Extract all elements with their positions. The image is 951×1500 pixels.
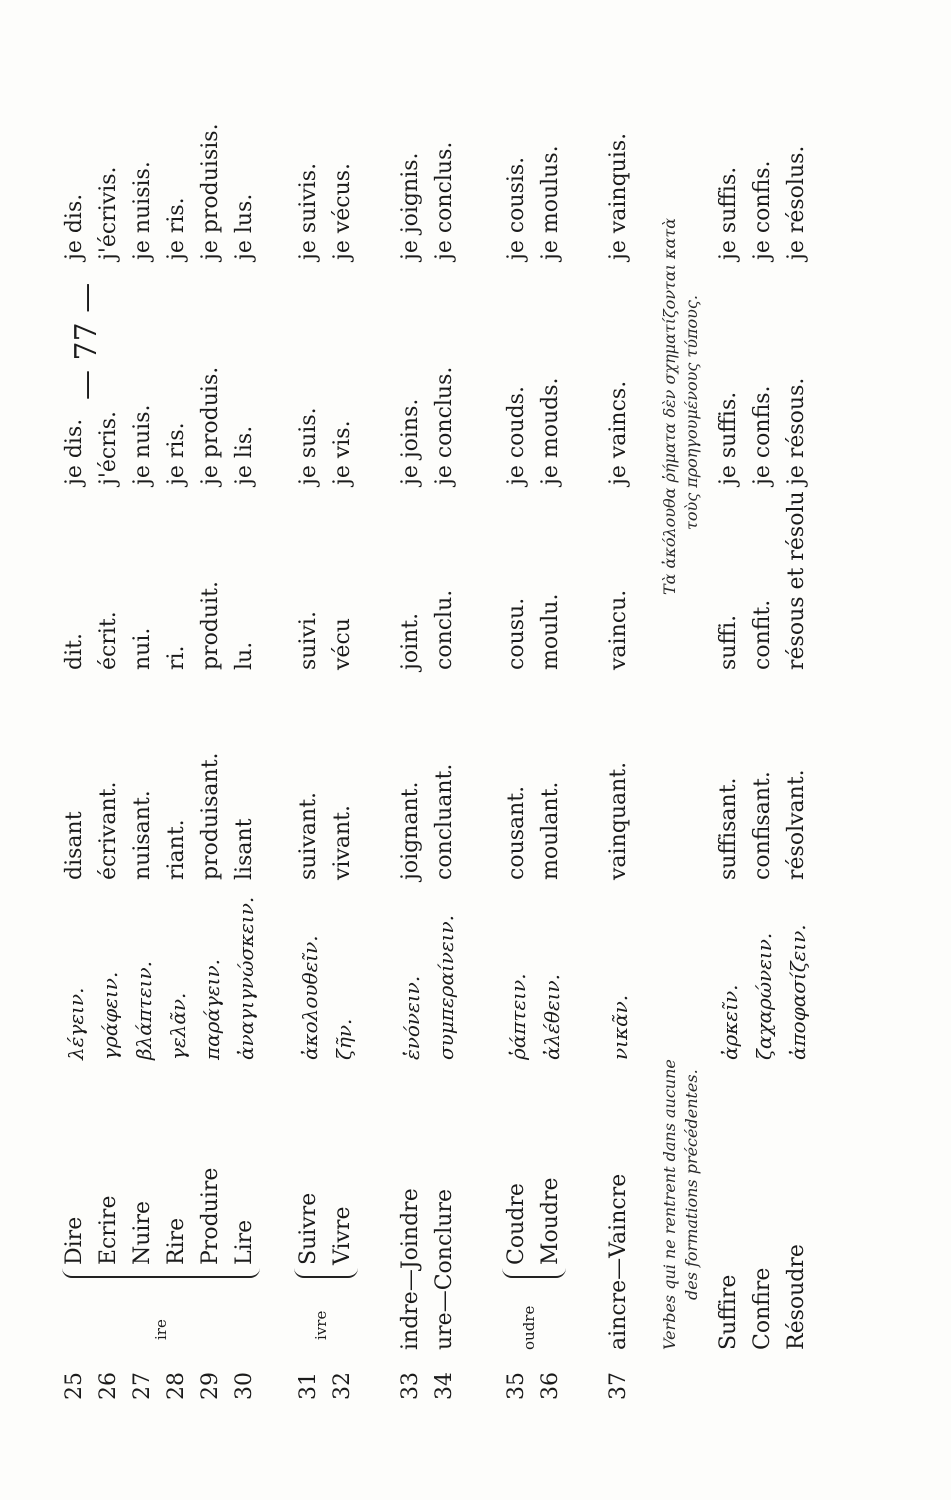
past-participle: lu. xyxy=(232,641,257,670)
simple-past: je dis. xyxy=(62,193,87,260)
past-participle: nui. xyxy=(130,627,155,670)
present-tense: je dis. xyxy=(62,418,87,485)
verb-label: Coudre xyxy=(504,1183,529,1265)
present-tense: je vis. xyxy=(330,420,355,485)
present-tense: je mouds. xyxy=(538,377,563,485)
past-participle: suivi. xyxy=(296,611,321,670)
row-number: 31 xyxy=(296,1372,321,1400)
present-participle: concluant. xyxy=(432,763,457,880)
past-participle: suffi. xyxy=(716,614,741,670)
note-greek-line-1: Τὰ ἀκόλουθα ῥήματα δὲν σχηματίζονται κατὰ xyxy=(660,217,679,595)
present-participle: nuisant. xyxy=(130,790,155,880)
present-participle: confisant. xyxy=(750,771,775,880)
page-number: — 77 — xyxy=(69,282,104,400)
past-participle: écrit. xyxy=(96,611,121,670)
simple-past: je suivis. xyxy=(296,162,321,260)
greek-verb: ἀναγιγνώσκειν. xyxy=(234,896,258,1060)
row-number: 28 xyxy=(164,1372,189,1400)
verb-label: Confire xyxy=(750,1267,775,1350)
present-participle: suffisant. xyxy=(716,777,741,880)
past-participle: dit. xyxy=(62,633,87,670)
simple-past: je suffis. xyxy=(716,166,741,260)
present-participle: vainquant. xyxy=(606,761,631,880)
past-participle: cousu. xyxy=(504,597,529,670)
simple-past: je joignis. xyxy=(398,152,423,260)
group-label-ivre: ivre xyxy=(312,1310,330,1340)
simple-past: je ris. xyxy=(164,197,189,260)
simple-past: je cousis. xyxy=(504,156,529,260)
row-number: 35 xyxy=(504,1372,529,1400)
present-participle: disant xyxy=(62,811,87,880)
verb-label: aincre—Vaincre xyxy=(606,1173,631,1350)
verb-label: Moudre xyxy=(538,1177,563,1265)
past-participle: vécu xyxy=(330,618,355,670)
greek-verb: παράγειν. xyxy=(200,959,224,1060)
simple-past: je vainquis. xyxy=(606,132,631,260)
verb-label: Dire xyxy=(62,1216,87,1265)
row-number: 27 xyxy=(130,1372,155,1400)
greek-verb: συμπεραίνειν. xyxy=(434,914,458,1060)
note-french-line-1: Verbes qui ne rentrent dans aucune xyxy=(660,1059,679,1350)
greek-verb: ἀλέθειν. xyxy=(540,973,564,1060)
simple-past: j'écrivis. xyxy=(96,166,121,260)
present-tense: je vaincs. xyxy=(606,380,631,485)
present-tense: je produis. xyxy=(198,366,223,485)
verb-label: Lire xyxy=(232,1219,257,1265)
simple-past: je moulus. xyxy=(538,145,563,260)
greek-verb: γελᾶν. xyxy=(166,992,190,1060)
verb-label: ure—Conclure xyxy=(432,1188,457,1350)
present-participle: moulant. xyxy=(538,781,563,880)
greek-verb: ἀκολουθεῖν. xyxy=(298,935,322,1060)
past-participle: joint. xyxy=(398,612,423,670)
past-participle: résous et résolu xyxy=(784,491,809,670)
simple-past: je vécus. xyxy=(330,162,355,260)
greek-verb: βλάπτειν. xyxy=(132,960,156,1060)
present-participle: vivant. xyxy=(330,804,355,880)
verb-label: Suivre xyxy=(296,1192,321,1265)
present-participle: lisant xyxy=(232,818,257,880)
verb-label: indre—Joindre xyxy=(398,1188,423,1350)
present-tense: je résous. xyxy=(784,377,809,485)
present-participle: joignant. xyxy=(398,781,423,880)
present-tense: je suis. xyxy=(296,407,321,485)
greek-verb: ἀποφασίζειν. xyxy=(786,924,810,1060)
simple-past: je confis. xyxy=(750,160,775,260)
present-tense: je joins. xyxy=(398,398,423,485)
verb-label: Vivre xyxy=(330,1206,355,1265)
present-tense: je suffis. xyxy=(716,391,741,485)
greek-verb: γράφειν. xyxy=(98,971,122,1060)
brace xyxy=(502,1264,566,1278)
greek-verb: ζῆν. xyxy=(332,1018,356,1060)
simple-past: je conclus. xyxy=(432,141,457,260)
past-participle: vaincu. xyxy=(606,589,631,670)
present-participle: écrivant. xyxy=(96,781,121,880)
past-participle: produit. xyxy=(198,581,223,670)
present-participle: suivant. xyxy=(296,791,321,880)
present-tense: je nuis. xyxy=(130,404,155,485)
present-participle: produisant. xyxy=(198,752,223,880)
simple-past: je lus. xyxy=(232,193,257,260)
verb-label: Suffire xyxy=(716,1274,741,1350)
present-participle: cousant. xyxy=(504,785,529,880)
row-number: 25 xyxy=(62,1372,87,1400)
present-tense: je confis. xyxy=(750,385,775,485)
row-number: 36 xyxy=(538,1372,563,1400)
present-tense: je lis. xyxy=(232,425,257,485)
simple-past: je résolus. xyxy=(784,145,809,260)
greek-verb: ζαχαρώνειν. xyxy=(752,932,776,1060)
note-french-line-2: des formations précédentes. xyxy=(682,1069,701,1300)
greek-verb: νικᾶν. xyxy=(608,994,632,1060)
row-number: 32 xyxy=(330,1372,355,1400)
note-greek-line-2: τοὺς προηγουμένους τύπους. xyxy=(682,295,701,530)
present-tense: j'écris. xyxy=(96,410,121,485)
past-participle: confit. xyxy=(750,599,775,670)
row-number: 34 xyxy=(432,1372,457,1400)
verb-label: Rire xyxy=(164,1217,189,1265)
past-participle: ri. xyxy=(164,645,189,670)
verb-label: Nuire xyxy=(130,1201,155,1265)
verb-label: Produire xyxy=(198,1167,223,1265)
verb-label: Résoudre xyxy=(784,1244,809,1350)
row-number: 29 xyxy=(198,1372,223,1400)
present-participle: résolvant. xyxy=(784,769,809,880)
brace xyxy=(294,1264,358,1278)
simple-past: je nuisis. xyxy=(130,161,155,260)
present-tense: je ris. xyxy=(164,422,189,485)
brace xyxy=(62,1264,260,1278)
simple-past: je produisis. xyxy=(198,123,223,260)
present-participle: riant. xyxy=(164,819,189,880)
past-participle: moulu. xyxy=(538,593,563,670)
row-number: 26 xyxy=(96,1372,121,1400)
row-number: 37 xyxy=(606,1372,631,1400)
greek-verb: ἑνόνειν. xyxy=(400,975,424,1060)
verb-label: Ecrire xyxy=(96,1195,121,1265)
row-number: 33 xyxy=(398,1372,423,1400)
greek-verb: ῥάπτειν. xyxy=(506,973,530,1060)
present-tense: je couds. xyxy=(504,386,529,485)
row-number: 30 xyxy=(232,1372,257,1400)
greek-verb: λέγειν. xyxy=(64,987,88,1060)
group-label-ire: ire xyxy=(152,1319,170,1340)
present-tense: je conclus. xyxy=(432,366,457,485)
greek-verb: ἀρκεῖν. xyxy=(718,984,742,1060)
past-participle: conclu. xyxy=(432,589,457,670)
group-label-oudre: oudre xyxy=(520,1305,538,1350)
